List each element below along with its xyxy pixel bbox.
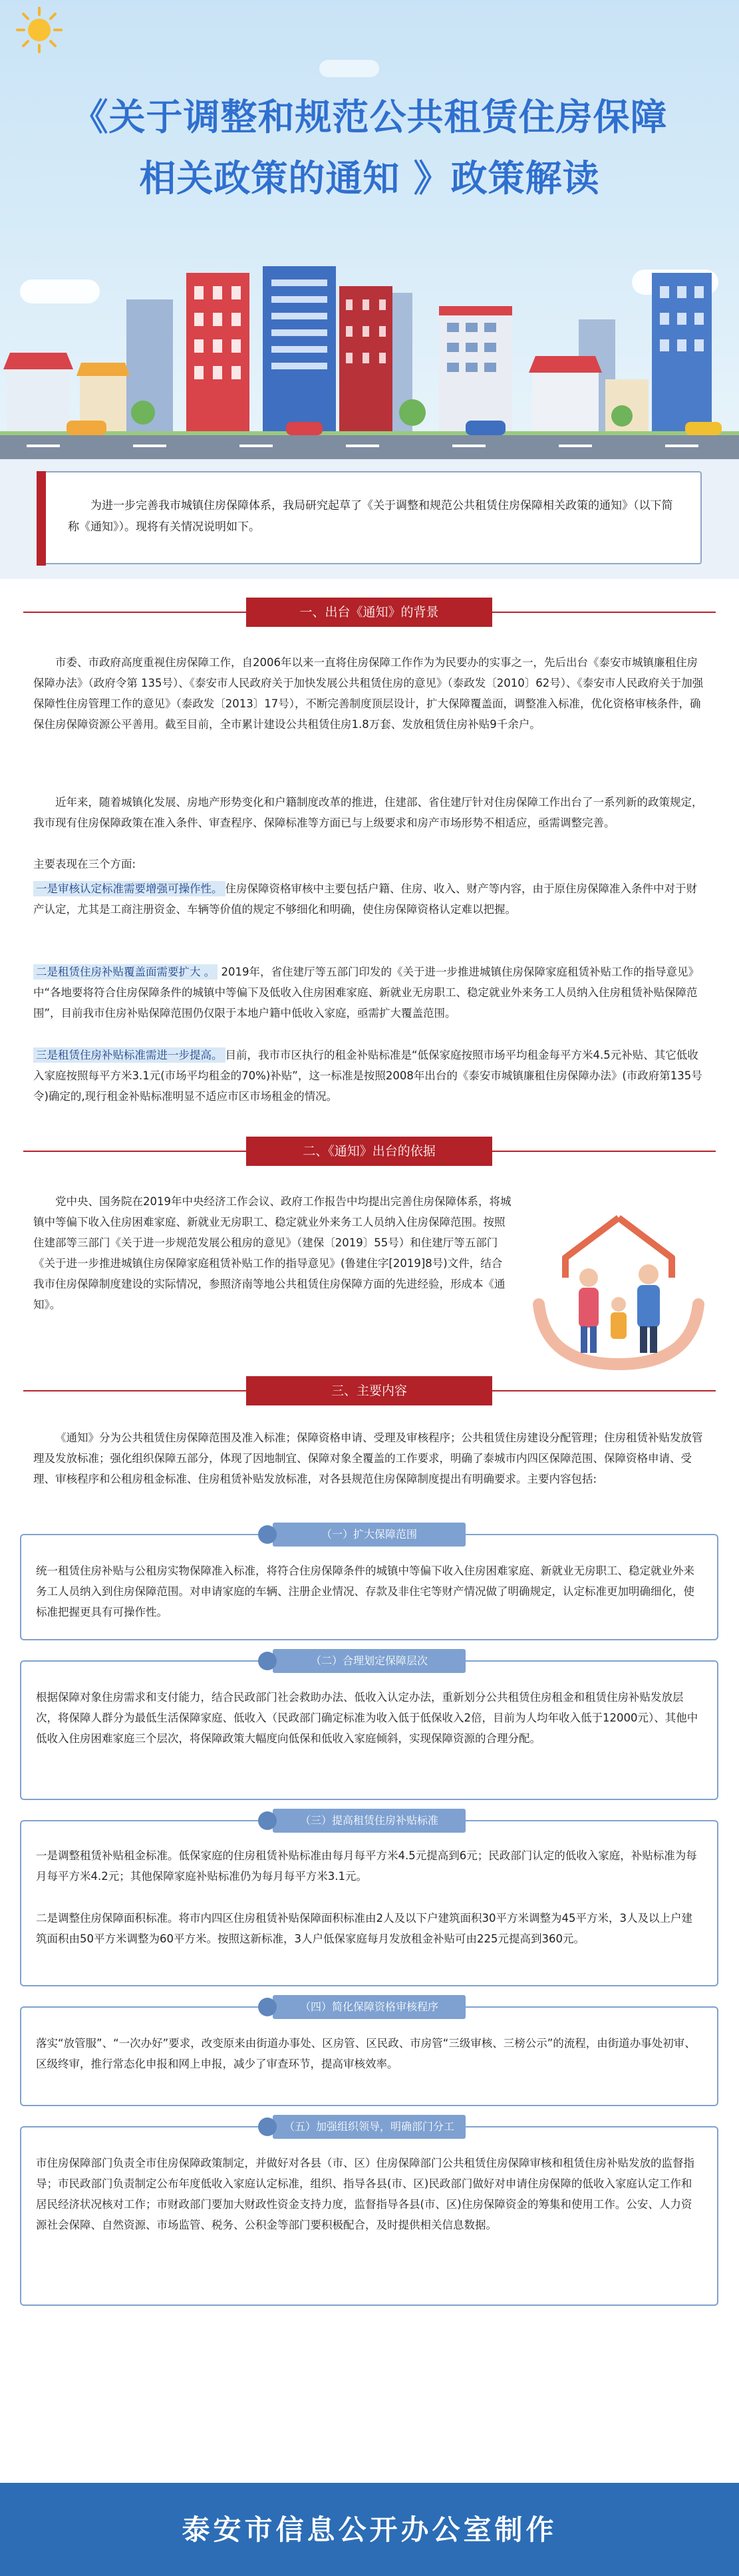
city-skyline-illustration bbox=[0, 246, 739, 459]
title-line-1: 《关于调整和规范公共租赁住房保障 bbox=[71, 95, 668, 138]
section-1-paragraph-1: 市委、市政府高度重视住房保障工作，自2006年以来一直将住房保障工作作为为民要办的实事之一，先后出台《泰安市城镇廉租住房保障办法》（政府令第 135号）、《泰安市人民政府关于加快发展公共租赁住房的意见》（泰政发〔2010〕62号）、《泰安市人民政府关于加强保障性住房管理工作的意见》（泰政发〔2013〕17号），不断完善制度顶层设计，扩大保障覆盖面，调整准入标准，优化资格审核条件，确保住房保障资源公平善用。截至目前，全市累计建设公共租赁住房1.8万套、发放租赁住房补贴9千余户。 bbox=[33, 656, 704, 731]
subsection-1-tab: （一）扩大保障范围 bbox=[273, 1523, 466, 1547]
point-1-text: 住房保障资格审核中主要包括户籍、住房、收入、财产等内容，由于原住房保障准入条件中对于财产认定，尤其是工商注册资金、车辆等价值的规定不够细化和明确，使住房保障资格认定难以把握。 bbox=[33, 882, 697, 916]
intro-section bbox=[0, 459, 739, 579]
subsection-5-text: 市住房保障部门负责全市住房保障政策制定，并做好对各县（市、区）住房保障部门公共租赁住房保障审核和租赁住房补贴发放的监督指导；市民政部门负责制定公布年度低收入家庭认定标准，组织、指导各县(市、区)民政部门做好对申请住房保障的低收入家庭认定工作和居民经济状况核对工作；市财政部门要加大财政性资金支持力度，监督指导各县(市、区)住房保障资金的筹集和使用工作。公安、人力资源社会保障、自然资源、市场监管、税务、公积金等部门要积极配合，及时提供相关信息数据。 bbox=[36, 2157, 694, 2231]
subsection-1-text: 统一租赁住房补贴与公租房实物保障准入标准，将符合住房保障条件的城镇中等偏下收入住房困难家庭、新就业无房职工、稳定就业外来务工人员纳入到住房保障范围。对申请家庭的车辆、注册企业情况、存款及非住宅等财产情况做了明确规定，认定标准更加明确细化，使标准把握更具有可操作性。 bbox=[36, 1564, 694, 1618]
subsection-3-text-1: 一是调整租赁补贴租金标准。低保家庭的住房租赁补贴标准由每月每平方米4.5元提高到6元；民政部门认定的低收入家庭，补贴标准为每月每平方米4.2元；其他保障家庭补贴标准仍为每月每平方米3.1元。 bbox=[36, 1849, 697, 1883]
section-1-header bbox=[0, 592, 739, 632]
section-1-point-3 bbox=[33, 1045, 705, 1107]
section-1-point-2 bbox=[33, 962, 705, 1023]
point-2-text: 2019年，省住建厅等五部门印发的《关于进一步推进城镇住房保障家庭租赁补贴工作的指导意见》中“各地要将符合住房保障条件的城镇中等偏下及低收入住房困难家庭、新就业无房职工、稳定就业外来务工人员纳入住房租赁补贴保障范围”，目前我市住房补贴保障范围仍仅限于本地户籍中低收入家庭，亟需扩大覆盖范围。 bbox=[33, 966, 699, 1019]
page-title bbox=[0, 87, 739, 209]
section-1-point-1 bbox=[33, 878, 705, 920]
footer-title: 泰安市信息公开办公室制作 bbox=[182, 2513, 557, 2546]
section-3-header bbox=[0, 1371, 739, 1411]
subsection-4-box bbox=[20, 2006, 718, 2106]
intro-text: 为进一步完善我市城镇住房保障体系，我局研究起草了《关于调整和规范公共租赁住房保障相关政策的通知》（以下简称《通知》）。现将有关情况说明如下。 bbox=[68, 499, 673, 534]
section-3-paragraph: 《通知》分为公共租赁住房保障范围及准入标准；保障资格申请、受理及审核程序；公共租赁住房建设分配管理；住房租赁补贴发放管理及发放标准；强化组织保障五部分，体现了因地制宜、保障对象全覆盖的工作要求，明确了泰城市内四区保障范围、保障资格申请、受理、审核程序和公租房租金标准、住房租赁补贴发放标准，对各县规范住房保障制度提出有明确要求。主要内容包括: bbox=[33, 1431, 703, 1485]
point-2-highlight: 二是租赁住房补贴覆盖面需要扩大 。 bbox=[33, 964, 218, 980]
subsection-3-text-2: 二是调整住房保障面积标准。将市内四区住房租赁补贴保障面积标准由2人及以下户建筑面积30平方米调整为45平方米，3人及以上户建筑面积由50平方米调整为60平方米。按照这新标准，3人户低保家庭每月发放租金补贴可由225元提高到360元。 bbox=[36, 1912, 692, 1945]
section-2-header bbox=[0, 1131, 739, 1171]
subsection-3-box bbox=[20, 1820, 718, 1986]
header-banner bbox=[0, 0, 739, 459]
section-2-paragraph: 党中央、国务院在2019年中央经济工作会议、政府工作报告中均提出完善住房保障体系，将城镇中等偏下收入住房困难家庭、新就业无房职工、稳定就业外来务工人员纳入住房保障范围。按照住建部等三部门《关于进一步规范发展公租房的意见》（建保〔2019〕55号）和住建厅等五部门《关于进一步推进城镇住房保障家庭租赁补贴工作的指导意见》(鲁建住字[2019]8号)文件，结合我市住房保障制度建设的实际情况，参照济南等地公共租赁住房保障方面的先进经验，形成本《通知》。 bbox=[33, 1195, 512, 1311]
subsection-2-box bbox=[20, 1660, 718, 1800]
point-3-highlight: 三是租赁住房补贴标准需进一步提高。 bbox=[33, 1047, 225, 1063]
subsection-3-tab: （三）提高租赁住房补贴标准 bbox=[273, 1809, 466, 1833]
subsection-1-box bbox=[20, 1534, 718, 1640]
family-house-illustration bbox=[525, 1204, 712, 1371]
section-2-title: 二、《通知》出台的依据 bbox=[246, 1137, 492, 1166]
subsection-2-text: 根据保障对象住房需求和支付能力，结合民政部门社会救助办法、低收入认定办法，重新划分公共租赁住房租金和租赁住房补贴发放层次，将保障人群分为最低生活保障家庭、低收入（民政部门确定标准为收入低于低保收入2倍，目前为人均年收入低于12000元）、其他中低收入住房困难家庭三个层次，将保障政策大幅度向低保和低收入家庭倾斜，实现保障资源的合理分配。 bbox=[36, 1691, 698, 1745]
sun-icon bbox=[15, 5, 64, 55]
subsection-2-tab: （二）合理划定保障层次 bbox=[273, 1649, 466, 1673]
point-3-text: 目前，我市市区执行的租金补贴标准是“低保家庭按照市场平均租金每平方米4.5元补贴、其它低收入家庭按照每平方米3.1元(市场平均租金的70%)补贴”，这一标准是按照2008年出台的《泰安市城镇廉租住房保障办法》(市政府第135号令)确定的,现行租金补贴标准明显不适应市区市场租金的情况。 bbox=[33, 1049, 702, 1103]
subsection-4-text: 落实“放管服”、“一次办好”要求，改变原来由街道办事处、区房管、区民政、市房管“三级审核、三榜公示”的流程，由街道办事处初审、区级终审，推行常态化申报和网上申报，减少了审查环节，提高审核效率。 bbox=[36, 2037, 696, 2070]
title-line-2: 相关政策的通知 》政策解读 bbox=[139, 156, 600, 200]
section-1-paragraph-2: 近年来，随着城镇化发展、房地产形势变化和户籍制度改革的推进，住建部、省住建厅针对住房保障工作出台了一系列新的政策规定，我市现有住房保障政策在准入条件、审查程序、保障标准等方面已与上级要求和房产市场形势不相适应，亟需调整完善。 bbox=[33, 796, 703, 829]
section-1-paragraph-3: 主要表现在三个方面: bbox=[33, 858, 136, 870]
subsection-5-box bbox=[20, 2126, 718, 2306]
point-1-highlight: 一是审核认定标准需要增强可操作性。 bbox=[33, 881, 225, 896]
intro-box bbox=[37, 471, 702, 564]
subsection-4-tab: （四）简化保障资格审核程序 bbox=[273, 1995, 466, 2019]
subsection-5-tab: （五）加强组织领导，明确部门分工 bbox=[273, 2115, 466, 2139]
section-3-title: 三、主要内容 bbox=[246, 1376, 492, 1405]
footer bbox=[0, 2483, 739, 2576]
section-1-title: 一、出台《通知》的背景 bbox=[246, 598, 492, 627]
